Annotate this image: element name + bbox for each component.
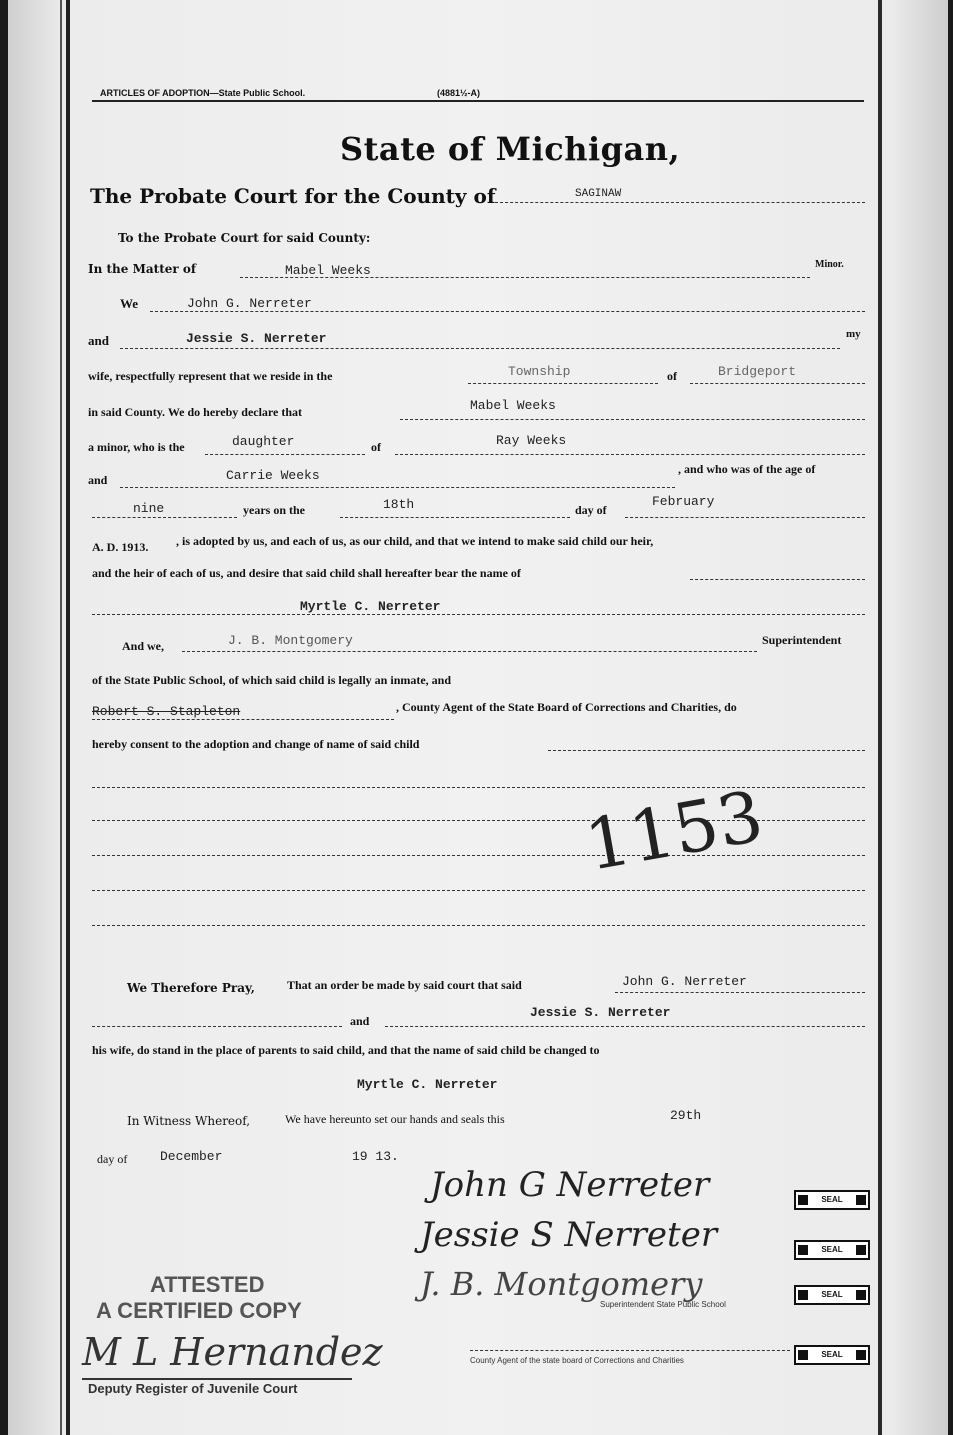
agent-signature-line bbox=[470, 1350, 790, 1351]
minor-label: Minor. bbox=[815, 259, 844, 270]
stamp-signature: M L Hernandez bbox=[82, 1330, 383, 1374]
agent-line bbox=[92, 719, 394, 720]
page-border-right bbox=[878, 0, 882, 1435]
witness-year: 19 13. bbox=[352, 1149, 399, 1164]
blank-line-4 bbox=[92, 890, 865, 891]
new-name: Myrtle C. Nerreter bbox=[300, 599, 441, 614]
child-name: Mabel Weeks bbox=[470, 398, 556, 413]
changed-name: Myrtle C. Nerreter bbox=[357, 1077, 498, 1092]
of-label-2: of bbox=[371, 440, 381, 454]
witness-heading: In Witness Whereof, bbox=[127, 1114, 251, 1128]
wife-name: Jessie S. Nerreter bbox=[186, 331, 327, 346]
and-label: and bbox=[88, 333, 109, 348]
adopt-text: , is adopted by us, and each of us, as our child, and that we intend to make said child our heir, bbox=[176, 534, 654, 548]
new-name-line bbox=[92, 614, 865, 615]
agent-text: , County Agent of the State Board of Corrections and Charities, do bbox=[396, 700, 737, 714]
blank-line-5 bbox=[92, 925, 865, 926]
child-name-line bbox=[400, 419, 865, 420]
to-court: To the Probate Court for said County: bbox=[118, 231, 371, 245]
heir-line bbox=[690, 579, 865, 580]
day-of-text: day of bbox=[575, 503, 607, 517]
agent-name: Robert S. Stapleton bbox=[92, 704, 241, 719]
minor-name: Mabel Weeks bbox=[285, 263, 371, 278]
superintendent-name: J. B. Montgomery bbox=[228, 633, 353, 648]
pray-husband-line bbox=[615, 992, 865, 993]
witness-text: We have hereunto set our hands and seals this bbox=[285, 1112, 505, 1126]
age-value: nine bbox=[133, 501, 165, 516]
day-line bbox=[340, 517, 570, 518]
seal-box-1: SEAL bbox=[794, 1190, 870, 1210]
pray-wife: Jessie S. Nerreter bbox=[530, 1005, 671, 1020]
reside-text: wife, respectfully represent that we reside in the bbox=[88, 369, 333, 383]
consent-text: hereby consent to the adoption and change of name of said child bbox=[92, 737, 420, 751]
day-of-label: day of bbox=[97, 1152, 128, 1166]
day-number: 18th bbox=[383, 497, 415, 512]
month-value: February bbox=[652, 494, 715, 509]
form-number: (4881½-A) bbox=[437, 88, 481, 98]
heir-text: and the heir of each of us, and desire that said child shall hereafter bear the name of bbox=[92, 566, 521, 580]
superintendent-label: Superintendent bbox=[762, 633, 842, 647]
superintendent-caption: Superintendent State Public School bbox=[600, 1300, 726, 1309]
school-text: of the State Public School, of which said child is legally an inmate, and bbox=[92, 673, 452, 687]
county-value: SAGINAW bbox=[575, 188, 622, 200]
document-title: State of Michigan, bbox=[340, 130, 681, 168]
mother-name: Carrie Weeks bbox=[226, 468, 320, 483]
of-label: of bbox=[667, 369, 677, 383]
my-label: my bbox=[846, 328, 861, 340]
husband-line bbox=[150, 311, 865, 312]
age-text: , and who was of the age of bbox=[678, 462, 816, 476]
mother-line bbox=[120, 487, 675, 488]
seal-box-2: SEAL bbox=[794, 1240, 870, 1260]
relation-line bbox=[205, 454, 365, 455]
municipality-type-line bbox=[468, 383, 658, 384]
pray-text: That an order be made by said court that said bbox=[287, 978, 522, 992]
court-prefix: The Probate Court for the County of bbox=[90, 184, 496, 208]
pray-husband: John G. Nerreter bbox=[622, 974, 747, 989]
superintendent-line bbox=[182, 651, 757, 652]
father-name: Ray Weeks bbox=[496, 433, 567, 448]
municipality-type: Township bbox=[508, 364, 571, 379]
month-line bbox=[625, 517, 865, 518]
stamp-signature-line bbox=[82, 1378, 352, 1380]
attested-stamp: ATTESTED bbox=[150, 1272, 265, 1297]
page-edge-left-shadow bbox=[60, 0, 62, 1435]
file-number: 1153 bbox=[579, 775, 769, 887]
certified-copy-stamp: A CERTIFIED COPY bbox=[96, 1298, 302, 1323]
consent-line bbox=[548, 750, 865, 751]
and-we-text: And we, bbox=[122, 639, 165, 653]
form-name: ARTICLES OF ADOPTION—State Public School. bbox=[100, 88, 306, 98]
husband-name: John G. Nerreter bbox=[187, 296, 312, 311]
page-border-left bbox=[66, 0, 70, 1435]
signature-wife: Jessie S Nerreter bbox=[420, 1215, 718, 1255]
wife-line bbox=[120, 348, 840, 349]
stamp-caption: Deputy Register of Juvenile Court bbox=[88, 1381, 298, 1396]
municipality-name: Bridgeport bbox=[718, 364, 797, 379]
age-line bbox=[92, 517, 237, 518]
municipality-name-line bbox=[690, 383, 865, 384]
signature-superintendent: J. B. Montgomery bbox=[420, 1265, 703, 1303]
agent-caption: County Agent of the state board of Corrections and Charities bbox=[470, 1356, 684, 1365]
pray-wife-line bbox=[385, 1026, 865, 1027]
witness-day: 29th bbox=[670, 1108, 702, 1123]
father-line bbox=[395, 454, 865, 455]
matter-prefix: In the Matter of bbox=[88, 262, 197, 276]
witness-month: December bbox=[160, 1149, 223, 1164]
form-header bbox=[92, 86, 864, 102]
pray-and: and bbox=[350, 1014, 370, 1028]
declare-text: in said County. We do hereby declare that bbox=[88, 405, 303, 419]
seal-box-4: SEAL bbox=[794, 1345, 870, 1365]
wife-stand-text: his wife, do stand in the place of parents to said child, and that the name of said child be changed to bbox=[92, 1043, 600, 1057]
ad-year: A. D. 1913. bbox=[92, 540, 149, 554]
we-label: We bbox=[120, 296, 139, 311]
years-on-text: years on the bbox=[243, 503, 305, 517]
minor-who-text: a minor, who is the bbox=[88, 440, 185, 454]
relation: daughter bbox=[232, 434, 295, 449]
pray-heading: We Therefore Pray, bbox=[127, 981, 255, 995]
signature-husband: John G Nerreter bbox=[430, 1165, 710, 1205]
seal-box-3: SEAL bbox=[794, 1285, 870, 1305]
and-label-2: and bbox=[88, 473, 108, 487]
county-line bbox=[495, 202, 865, 203]
pray-blank-line bbox=[92, 1026, 342, 1027]
